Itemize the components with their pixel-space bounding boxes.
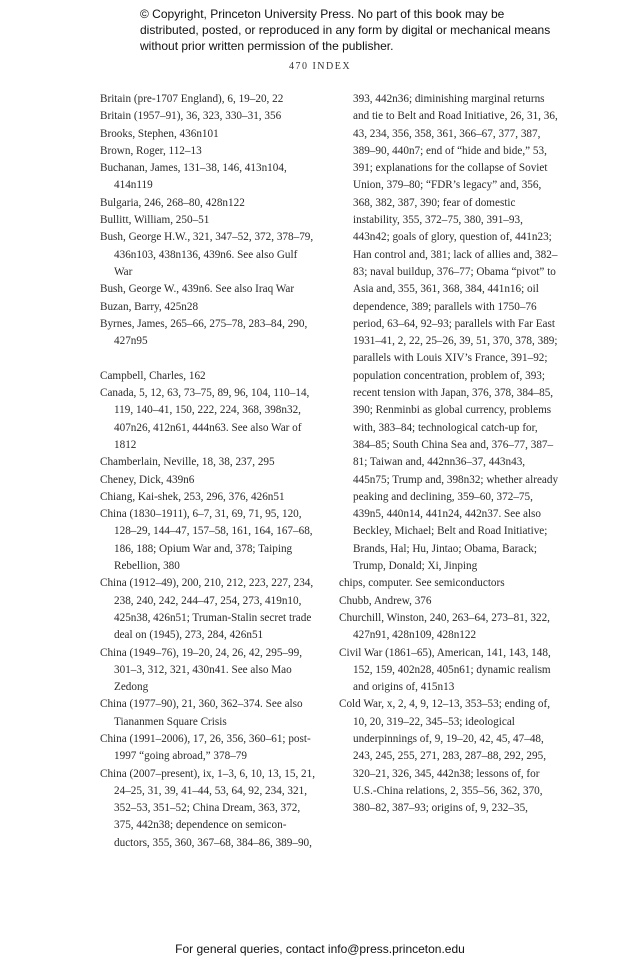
index-entry: Brown, Roger, 112–13 — [100, 144, 202, 157]
copyright-notice: © Copyright, Princeton University Press. No part of this book may be distributed, posted, or reproduced in any form by digital or mechanical means without prior written permission of the publisher. — [140, 7, 551, 53]
index-entry: Bush, George H.W., 321, 347–52, 372, 378–79, 436n103, 438n136, 439n6. See also Gulf War — [100, 231, 314, 278]
index-entry: Buchanan, James, 131–38, 146, 413n104, 414n119 — [100, 162, 287, 192]
index-entry: Buzan, Barry, 425n28 — [100, 300, 199, 313]
index-entry: China (1949–76), 19–20, 24, 26, 42, 295–99, 301–3, 312, 321, 430n41. See also Mao Zedong — [100, 646, 302, 694]
index-entry: China (1830–1911), 6–7, 31, 69, 71, 95, 120, 128–29, 144–47, 157–58, 161, 164, 167–68, 186, 188; Opium War and, 378; Taiping Rebellion, 380 — [100, 508, 313, 573]
index-entry-continuation: 393, 442n36; diminishing marginal returns and tie to Belt and Road Initiative, 26, 31, 36, 43, 234, 356, 358, 361, 366–67, 377, 387, 389–90, 440n7; end of “hide and bide,” 53, 391; explanations for the collapse of Soviet Union, 379–80; “FDR’s legacy” and, 356, 368, 382, 387, 390; fear of domestic instability, 355, 372–75, 380, 391–93, 443n42; goals of glory, question of, 441n23; Han control and, 381; lack of allies and, 382–83; naval buildup, 376–77; Obama “pivot” to Asia and, 355, 361, 368, 384, 441n16; oil dependence, 389; parallels with 1750–76 period, 63–64, 92–93; parallels with Far East 1931–41, 2, 22, 25–26, 39, 51, 370, 378, 389; parallels with Louis XIV’s France, 391–92; population concentration, problem of, 393; recent tension with Japan, 376, 378, 384–85, 390; Renminbi as global currency, problems with, 383–84; technological catch-up for, 384–85; South China Sea and, 376–77, 387–81; Taiwan and, 442nn36–37, 443n43, 445n75; Trump and, 398n32; whether already peaking and declining, 359–60, 372–75, 439n5, 440n14, 441n24, 442n37. See also Beckley, Michael; Belt and Road Initiative; Brands, Hal; Hu, Jintao; Obama, Barack; Trump, Donald; Xi, Jinping — [353, 93, 559, 573]
index-entry: Byrnes, James, 265–66, 275–78, 283–84, 290, 427n95 — [100, 317, 308, 348]
index-entry: Civil War (1861–65), American, 141, 143, 148, 152, 159, 402n28, 405n61; dynamic realism and origins of, 415n13 — [339, 646, 551, 694]
letter-group-gap — [100, 350, 318, 367]
index-column-right — [339, 91, 560, 817]
index-entry: Brooks, Stephen, 436n101 — [100, 127, 219, 140]
running-head: 470 INDEX — [288, 61, 352, 72]
index-entry: chips, computer. See semiconductors — [339, 577, 505, 590]
index-entry: Canada, 5, 12, 63, 73–75, 89, 96, 104, 110–14, 119, 140–41, 150, 222, 224, 368, 398n32, 407n26, 412n61, 444n63. See also War of 1812 — [100, 387, 310, 451]
index-entry: Churchill, Winston, 240, 263–64, 273–81, 322, 427n91, 428n109, 428n122 — [339, 611, 550, 642]
index-column-left — [100, 91, 318, 852]
index-entry: China (2007–present), ix, 1–3, 6, 10, 13, 15, 21, 24–25, 31, 39, 41–44, 53, 64, 92, 234, 321, 352–53, 351–52; China Dream, 363, 372, 375, 442n38; dependence on semicon-ductors, 355, 360, 367–68, 384–86, 389–90, — [100, 767, 316, 849]
index-entry: China (1977–90), 21, 360, 362–374. See also Tiananmen Square Crisis — [100, 698, 303, 728]
index-entry: Chiang, Kai-shek, 253, 296, 376, 426n51 — [100, 490, 285, 503]
index-entry: Bulgaria, 246, 268–80, 428n122 — [100, 196, 245, 209]
index-entry: Chamberlain, Neville, 18, 38, 237, 295 — [100, 456, 275, 469]
index-entry: Bullitt, William, 250–51 — [100, 214, 210, 227]
footer-contact: For general queries, contact info@press.princeton.edu — [175, 942, 465, 956]
index-entry: China (1991–2006), 17, 26, 356, 360–61; post-1997 “going abroad,” 378–79 — [100, 732, 311, 763]
index-entry: Britain (1957–91), 36, 323, 330–31, 356 — [100, 110, 282, 123]
index-entry: Chubb, Andrew, 376 — [339, 594, 432, 607]
index-entry: Cold War, x, 2, 4, 9, 12–13, 353–53; ending of, 10, 20, 319–22, 345–53; ideological underpinnings of, 9, 19–20, 42, 45, 47–48, 243, 245, 255, 271, 283, 287–88, 292, 295, 320–21, 326, 345, 442n38; lessons of, for U.S.-China relations, 2, 355–56, 362, 370, 380–82, 387–93; origins of, 9, 232–35, — [339, 698, 550, 815]
index-entry: Britain (pre-1707 England), 6, 19–20, 22 — [100, 93, 284, 105]
index-entry: Campbell, Charles, 162 — [100, 369, 206, 382]
index-entry: Cheney, Dick, 439n6 — [100, 473, 195, 486]
index-entry: Bush, George W., 439n6. See also Iraq War — [100, 283, 295, 296]
index-entry: China (1912–49), 200, 210, 212, 223, 227, 234, 238, 240, 242, 244–47, 254, 273, 419n10, 425n38, 426n51; Truman-Stalin secret trade deal on (1945), 273, 284, 426n51 — [100, 577, 314, 642]
